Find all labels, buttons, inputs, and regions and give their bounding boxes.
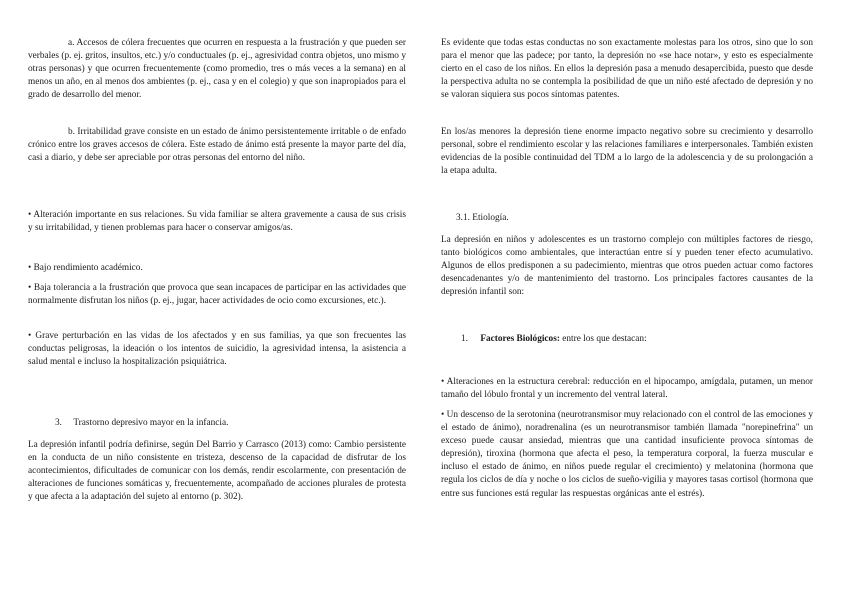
- paragraph-etiologia: La depresión en niños y adolescentes es un trastorno complejo con múltiples factores de riesgo, tanto biológicos como ambientales, que interactúan entre sí y pueden tener efecto acumulativo. Algunos de ellos predisponen a su padecimiento, mientras que otros pueden actuar como factores desencadenantes y/o de mantenimiento del trastorno. Los principales factores causantes de la depresión infantil son:: [441, 235, 813, 298]
- paragraph-impacto: En los/as menores la depresión tiene enorme impacto negativo sobre su crecimiento y desarrollo personal, sobre el rendimiento escolar y las relaciones familiares e interpersonales. También existen evidencias de la posible continuidad del TDM a lo largo de la adolescencia y de su prolongación a la etapa adulta.: [441, 127, 813, 177]
- section-heading-3: [55, 417, 228, 430]
- paragraph-criterion-a: a. Accesos de cólera frecuentes que ocurren en respuesta a la frustración y que pueden ser verbales (p. ej. gritos, insultos, etc.) y/o conductuales (p. ej., agresividad contra objetos, uno mismo y otras personas) y que ocurren frecuentemente (como promedio, tres o más veces a la semana) en al menos un año, en al menos dos ambientes (p. ej., casa y en el colegio) y que son inapropiados para el grado de desarrollo del menor.: [28, 38, 406, 101]
- section-number: 3.: [55, 418, 62, 428]
- bullet-estructura-cerebral: • Alteraciones en la estructura cerebral: reducción en el hipocampo, amígdala, putamen, un menor tamaño del lóbulo frontal y un incremento del ventral lateral.: [441, 377, 813, 401]
- list-item-factores-biologicos: [461, 333, 647, 346]
- list-bold-label: Factores Biológicos:: [480, 334, 560, 344]
- section-heading-3-1: 3.1. Etiología.: [456, 213, 509, 223]
- list-label-rest: entre los que destacan:: [559, 334, 647, 344]
- paragraph-criterion-b: b. Irritabilidad grave consiste en un estado de ánimo persistentemente irritable o de enfado crónico entre los graves accesos de cólera. Este estado de ánimo está presente la mayor parte del día, casi a diario, y debe ser apreciable por otras personas del entorno del niño.: [28, 127, 406, 164]
- paragraph-conductas: Es evidente que todas estas conductas no son exactamente molestas para los otros, sino que lo son para el menor que las padece; por tanto, la depresión no «se hace notar», y esto es especialmente cierto en el caso de los niños. En ellos la depresión pasa a menudo desapercibida, puesto que desde la perspectiva adulta no se contempla la posibilidad de que un niño esté afectado de depresión y no se valoran siquiera sus pocos síntomas patentes.: [441, 38, 813, 101]
- list-number: 1.: [461, 334, 468, 344]
- bullet-perturbacion: • Grave perturbación en las vidas de los afectados y en sus familias, ya que son frecuentes las conductas peligrosas, la ideación o los intentos de suicidio, la agresividad intensa, la asistencia a salud mental e incluso la hospitalización psiquiátrica.: [28, 331, 406, 368]
- bullet-serotonina: • Un descenso de la serotonina (neurotransmisor muy relacionado con el control de las emociones y el estado de ánimo), noradrenalina (es un neurotransmisor también llamada "norepinefrina" un exceso puede causar ansiedad, mientras que una cantidad insuficiente provoca síntomas de depresión), tiroxina (hormona que afecta el peso, la temperatura corporal, la fuerza muscular e incluso el estado de ánimo, en niños puede regular el crecimiento) y melatonina (hormona que regula los ciclos de día y noche o los ciclos de sueño-vigilia y mayores tasas cortisol (hormona que entre sus funciones está regular las respuestas orgánicas ante el estrés).: [441, 410, 813, 499]
- paragraph-definicion-depresion: La depresión infantil podría definirse, según Del Barrio y Carrasco (2013) como: Cambio persistente en la conducta de un niño consistente en tristeza, descenso de la capacidad de disfrutar de los acontecimientos, dificultades de comunicar con los demás, rendir escolarmente, con presentación de alteraciones de funciones somáticas y, frecuentemente, acompañado de acciones plurales de protesta y que afecta a la adaptación del sujeto al entorno (p. 302).: [28, 440, 406, 503]
- bullet-relaciones: • Alteración importante en sus relaciones. Su vida familiar se altera gravemente a causa de sus crisis y su irritabilidad, y tienen problemas para hacer o conservar amigos/as.: [28, 210, 406, 234]
- bullet-rendimiento: • Bajo rendimiento académico.: [28, 263, 143, 273]
- section-title: Trastorno depresivo mayor en la infancia.: [73, 418, 229, 428]
- bullet-tolerancia: • Baja tolerancia a la frustración que provoca que sean incapaces de participar en las actividades que normalmente disfrutan los niños (p. ej., jugar, hacer actividades de ocio como excursiones, etc.).: [28, 283, 406, 307]
